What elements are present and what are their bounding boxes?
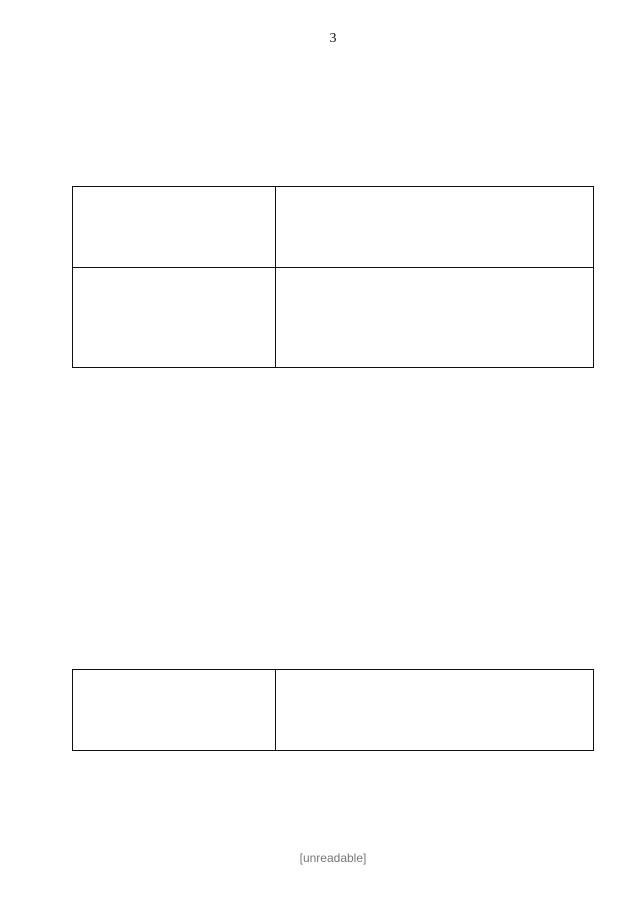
paragraph-1-7-quote (72, 486, 594, 562)
table-label (79, 270, 269, 289)
table-label-cell (73, 670, 276, 751)
paragraph-1-6 (72, 372, 594, 448)
table-value (282, 672, 587, 691)
table-row (73, 670, 594, 751)
paragraph-1-8-1 (72, 619, 594, 638)
paragraph-1-8 (72, 562, 594, 619)
paragraph-1-7 (72, 448, 594, 486)
paragraph-1-9-2 (72, 820, 594, 839)
paragraph-1-5-3 (72, 136, 594, 174)
paragraph-1-5-2 (72, 98, 594, 136)
table-value (282, 308, 587, 327)
paragraph-1-9 (72, 755, 594, 793)
unreadable-note: [unreadable] (299, 851, 367, 865)
table-value (282, 189, 587, 208)
table-value-cell (276, 670, 594, 751)
page-number: 3 (329, 31, 337, 46)
paragraph-1-9-1 (72, 801, 594, 820)
table-label (79, 672, 269, 691)
table-value (282, 710, 587, 729)
participants-table (72, 669, 594, 751)
table-value (282, 270, 587, 289)
table-value-cell (276, 268, 594, 368)
table-value-cell (276, 187, 594, 268)
table-label-cell (73, 268, 276, 368)
table-row (73, 268, 594, 368)
table-value (282, 346, 587, 365)
table-label-cell (73, 187, 276, 268)
table-label (79, 189, 269, 208)
paragraph-1-8-2 (72, 638, 594, 657)
responsible-executor-table (72, 186, 594, 368)
table-row (73, 187, 594, 268)
paragraph-1-5-1 (72, 60, 594, 98)
table-value (282, 246, 587, 265)
